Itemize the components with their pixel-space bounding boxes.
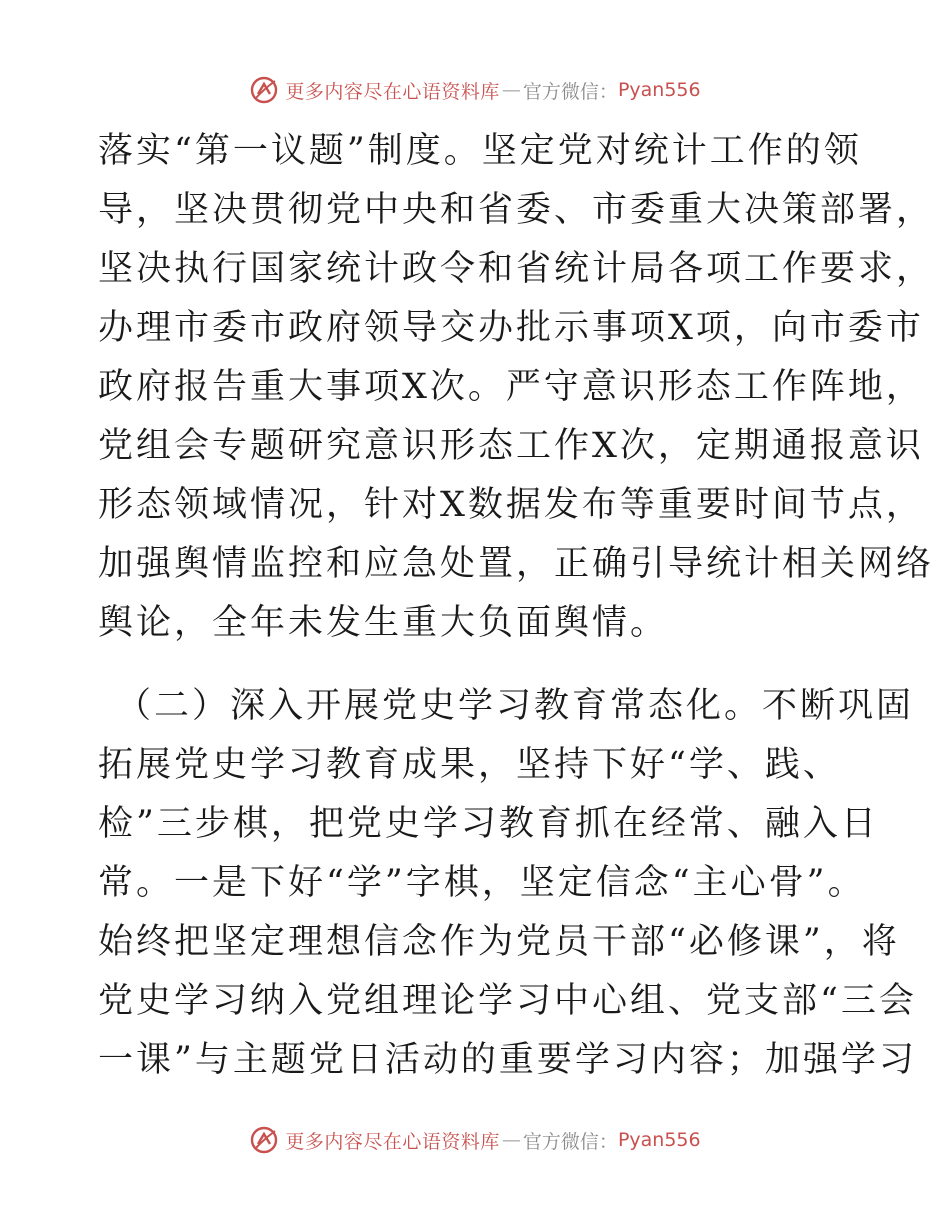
document-body [98,122,935,1090]
text-line: 坚决执行国家统计政令和省统计局各项工作要求， [98,249,935,289]
text-line: 拓展党史学习教育成果，坚持下好“学、践、 [98,745,841,785]
text-line: 检”三步棋，把党史学习教育抓在经常、融入日 [98,804,879,844]
text-line: 常。一是下好“学”字棋，坚定信念“主心骨”。 [98,863,866,903]
paragraph-2 [98,677,917,1090]
text-line: 一课”与主题党日活动的重要学习内容；加强学习 [98,1040,917,1080]
header-banner [0,70,950,110]
banner-wechat-label: 官方微信： [522,80,618,103]
brand-logo-icon [249,75,279,105]
paragraph-spacer [98,653,853,677]
banner-wechat-id: Pyan556 [617,79,701,101]
paragraph-1 [98,122,935,653]
text-line: 党史学习纳入党组理论学习中心组、党支部“三会 [98,981,917,1021]
banner-title: 更多内容尽在心语资料库 [285,1130,500,1153]
text-line: 始终把坚定理想信念作为党员干部“必修课”，将 [98,922,900,962]
banner-separator: — [501,1129,521,1151]
text-line: 党组会专题研究意识形态工作X次，定期通报意识 [98,426,924,466]
section-heading-line: （二）深入开展党史学习教育常态化。不断巩固 [116,686,915,726]
text-line: 办理市委市政府领导交办批示事项X项，向市委市 [98,308,924,348]
banner-separator: — [501,79,521,101]
banner-wechat-label: 官方微信： [522,1130,618,1153]
text-line: 形态领域情况，针对X数据发布等重要时间节点， [98,485,924,525]
text-line: 导，坚决贯彻党中央和省委、市委重大决策部署， [98,190,935,230]
text-line: 落实“第一议题”制度。坚定党对统计工作的领 [98,131,862,171]
text-line: 加强舆情监控和应急处置，正确引导统计相关网络 [98,544,935,584]
banner-wechat-id: Pyan556 [617,1129,701,1151]
footer-banner [0,1120,950,1160]
text-line: 政府报告重大事项X次。严守意识形态工作阵地， [98,367,924,407]
banner-title: 更多内容尽在心语资料库 [285,80,500,103]
brand-logo-icon [249,1125,279,1155]
text-line: 舆论，全年未发生重大负面舆情。 [98,603,669,643]
